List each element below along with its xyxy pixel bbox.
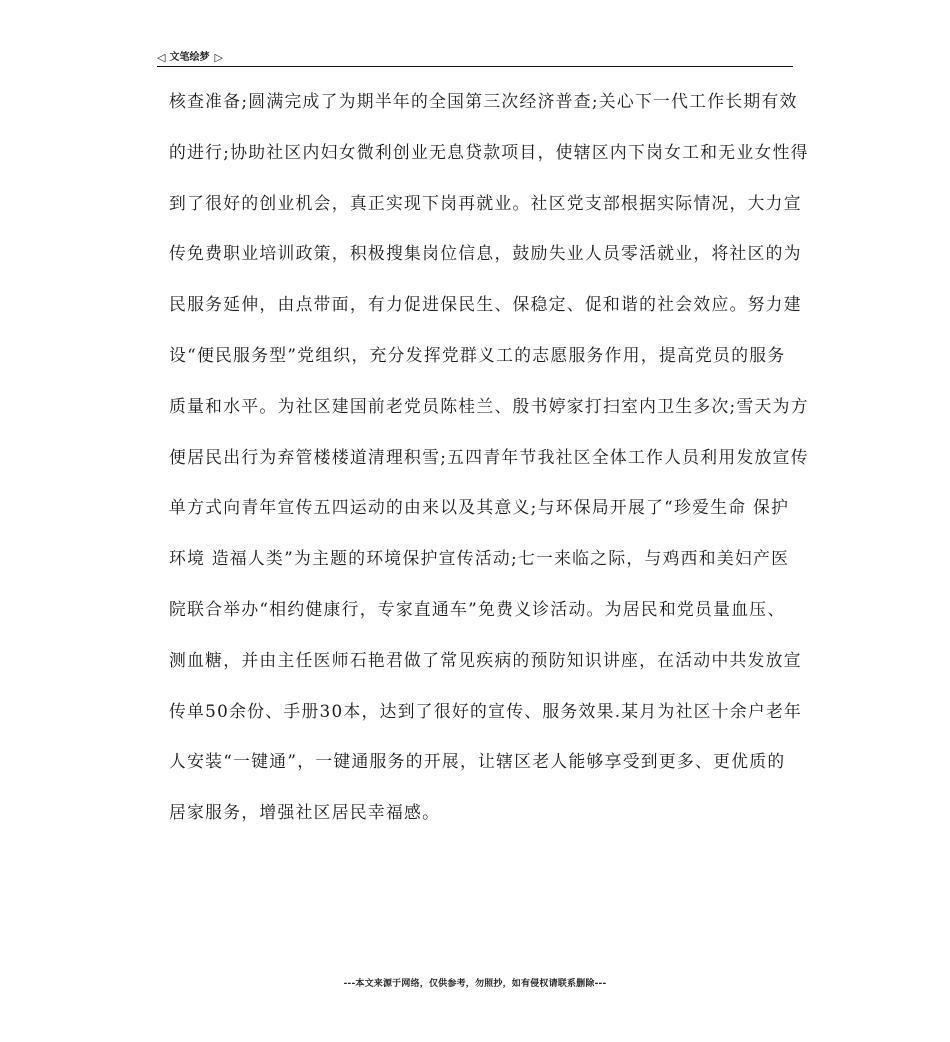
paragraph-line: 民服务延伸，由点带面，有力促进保民生、保稳定、促和谐的社会效应。努力建	[169, 294, 802, 315]
paragraph-line: 质量和水平。为社区建国前老党员陈桂兰、殷书婷家打扫室内卫生多次;雪天为方	[169, 395, 809, 416]
paragraph-line: 环境 造福人类”为主题的环境保护宣传活动;七一来临之际，与鸡西和美妇产医	[169, 548, 790, 569]
page-footer: ---本文来源于网络，仅供参考，勿照抄，如有侵权请联系删除---	[343, 979, 607, 989]
header-rule	[157, 66, 793, 67]
paragraph-line: 传免费职业培训政策，积极搜集岗位信息，鼓励失业人员零活就业，将社区的为	[169, 243, 802, 264]
paragraph-line: 到了很好的创业机会，真正实现下岗再就业。社区党支部根据实际情况，大力宣	[169, 192, 802, 213]
paragraph-line: 设“便民服务型”党组织，充分发挥党群义工的志愿服务作用，提高党员的服务	[169, 344, 786, 365]
paragraph-line: 的进行;协助社区内妇女微利创业无息贷款项目，使辖区内下岗女工和无业女性得	[169, 141, 809, 162]
triangle-right-icon: ▷	[214, 51, 223, 64]
paragraph-line: 院联合举办“相约健康行，专家直通车”免费义诊活动。为居民和党员量血压、	[169, 598, 786, 619]
paragraph-line: 测血糖，并由主任医师石艳君做了常见疾病的预防知识讲座，在活动中共发放宣	[169, 649, 802, 670]
paragraph-line: 便居民出行为弃管楼楼道清理积雪;五四青年节我社区全体工作人员利用发放宣传	[169, 446, 809, 467]
page-header	[157, 50, 793, 66]
paragraph-line: 居家服务，增强社区居民幸福感。	[169, 802, 441, 823]
paragraph-line: 人安装“一键通”，一键通服务的开展，让辖区老人能够享受到更多、更优质的	[169, 751, 786, 772]
paragraph-line: 核查准备;圆满完成了为期半年的全国第三次经济普查;关心下一代工作长期有效	[169, 91, 798, 111]
body-paragraph	[169, 76, 809, 838]
paragraph-line: 传单50余份、手册30本，达到了很好的宣传、服务效果.某月为社区十余户老年	[169, 700, 803, 721]
triangle-left-icon: ◁	[157, 51, 166, 64]
header-title: 文笔绘梦	[169, 52, 210, 63]
paragraph-line: 单方式向青年宣传五四运动的由来以及其意义;与环保局开展了“珍爱生命 保护	[169, 497, 790, 518]
